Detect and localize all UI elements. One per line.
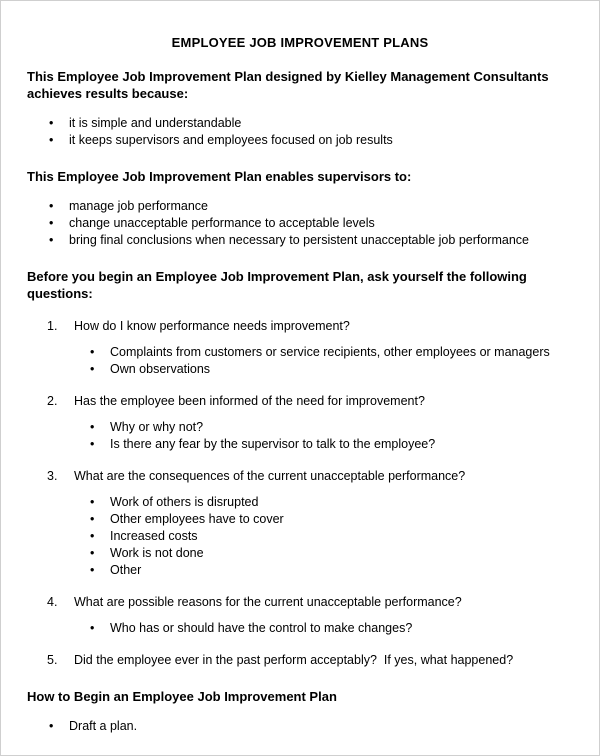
list-item [49,232,573,248]
page-title: EMPLOYEE JOB IMPROVEMENT PLANS [171,35,429,50]
list-item [90,419,573,435]
bullet-icon: • [90,512,95,526]
section-heading-enables: This Employee Job Improvement Plan enables supervisors to: [27,169,412,184]
list-item [90,344,573,360]
enables-bullet-list [49,198,573,248]
bullet-text: it is simple and understandable [69,116,242,130]
list-item [90,436,573,452]
list-item [49,215,573,231]
bullet-text: Other [110,563,142,577]
list-item [90,562,573,578]
bullet-icon: • [49,116,54,130]
bullet-icon: • [90,621,95,635]
bullet-text: Draft a plan. [69,719,138,733]
numbered-item [27,594,573,610]
bullet-icon: • [49,133,54,147]
bullet-icon: • [90,495,95,509]
bullet-text: Complaints from customers or service recipients, other employees or managers [110,345,550,359]
list-item [90,511,573,527]
bullet-icon: • [90,529,95,543]
item-number: 3. [47,469,58,483]
item-text: What are possible reasons for the current unacceptable performance? [74,595,462,609]
bullet-text: Own observations [110,362,211,376]
numbered-item [27,652,573,668]
item-number: 1. [47,319,58,333]
sub-bullet-list [90,494,573,578]
bullet-icon: • [49,199,54,213]
bullet-text: Work is not done [110,546,204,560]
section-heading-intro: This Employee Job Improvement Plan designed by Kielley Management Consultants achieves results because: [27,69,549,101]
item-text: What are the consequences of the current unacceptable performance? [74,469,466,483]
bullet-text: Increased costs [110,529,198,543]
bullet-icon: • [49,719,54,733]
list-item [90,494,573,510]
bullet-text: bring final conclusions when necessary to persistent unacceptable job performance [69,233,529,247]
bullet-icon: • [90,362,95,376]
bullet-text: manage job performance [69,199,208,213]
item-text: How do I know performance needs improvement? [74,319,350,333]
numbered-item [27,468,573,484]
bullet-text: Why or why not? [110,420,204,434]
list-item [49,718,573,734]
item-text: Did the employee ever in the past perform acceptably? If yes, what happened? [74,653,514,667]
bullet-text: Who has or should have the control to make changes? [110,621,413,635]
intro-bullet-list [49,115,573,148]
bullet-icon: • [90,563,95,577]
section-heading-how-to: How to Begin an Employee Job Improvement Plan [27,689,337,704]
item-number: 4. [47,595,58,609]
bullet-icon: • [90,345,95,359]
bullet-icon: • [90,546,95,560]
item-number: 5. [47,653,58,667]
bullet-text: Work of others is disrupted [110,495,259,509]
list-item [90,528,573,544]
sub-bullet-list [90,620,573,636]
numbered-item [27,318,573,334]
list-item [49,115,573,131]
item-text: Has the employee been informed of the need for improvement? [74,394,425,408]
bullet-icon: • [90,437,95,451]
bullet-text: Is there any fear by the supervisor to talk to the employee? [110,437,436,451]
sub-bullet-list [90,344,573,377]
list-item [90,545,573,561]
numbered-item [27,393,573,409]
list-item [49,132,573,148]
sub-bullet-list [90,419,573,452]
item-number: 2. [47,394,58,408]
bullet-text: it keeps supervisors and employees focused on job results [69,133,393,147]
section-heading-questions: Before you begin an Employee Job Improvement Plan, ask yourself the following questions: [27,269,527,301]
list-item [49,198,573,214]
list-item [90,620,573,636]
bullet-icon: • [90,420,95,434]
bullet-text: change unacceptable performance to acceptable levels [69,216,375,230]
bullet-icon: • [49,216,54,230]
bullet-text: Other employees have to cover [110,512,284,526]
how-to-bullet-list [49,718,573,734]
list-item [90,361,573,377]
bullet-icon: • [49,233,54,247]
